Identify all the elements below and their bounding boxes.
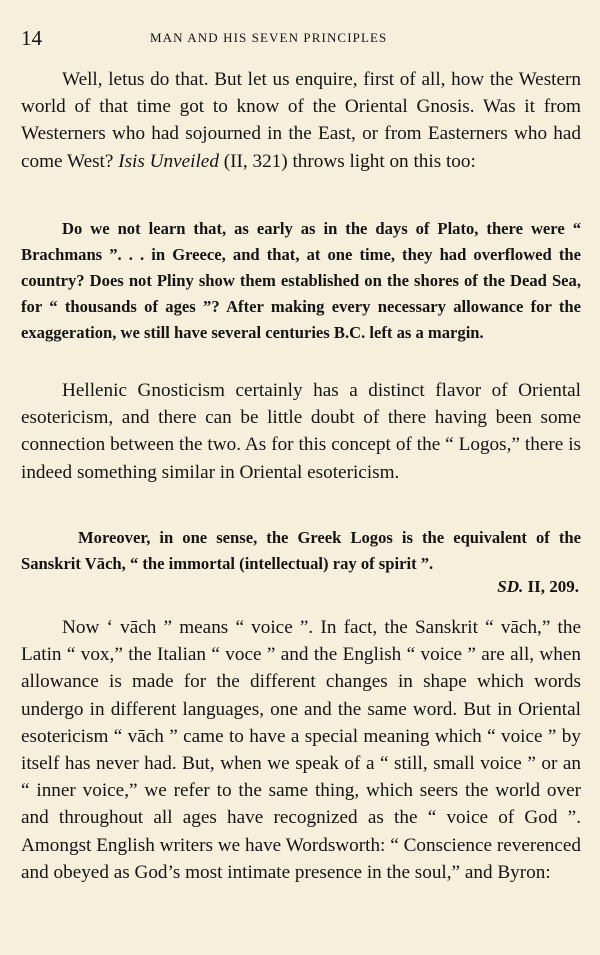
page-number: 14	[21, 26, 42, 50]
paragraph-2: Hellenic Gnosticism certainly has a distinct flavor of Oriental esotericism, and there can be little doubt of there having been some connection between the two. As for this concept of the “ Logos,” there is indeed something similar in Oriental esotericism.	[21, 380, 581, 483]
quote-2-citation	[497, 577, 579, 597]
paragraph-1-text-a: Well, letus do that. But let us enquire, first of all, how the Western world of that time got to know of the Oriental Gnosis. Was it from Westerners who had sojourned in the East, or from Easterners who had come West?	[21, 69, 581, 172]
block-quote-1: Do we not learn that, as early as in the days of Plato, there were “ Brachmans ”. . . in Greece, and that, at one time, they had overflowed the country? Does not Pliny show them established on the shores of the Dead Sea, for “ thousands of ages ”? After making every necessary allowance for the exaggeration, we still have several centuries B.C. left as a margin.	[21, 219, 581, 342]
citation-reference: II, 209.	[523, 577, 579, 596]
running-title: MAN AND HIS SEVEN PRINCIPLES	[150, 30, 388, 45]
paragraph-1	[21, 66, 581, 175]
block-quote-2: Moreover, in one sense, the Greek Logos is the equivalent of the Sanskrit Vāch, “ the immortal (intellectual) ray of spirit ”.	[21, 528, 581, 573]
book-title-isis-unveiled: Isis Unveiled	[118, 150, 219, 172]
paragraph-3: Now ‘ vāch ” means “ voice ”. In fact, the Sanskrit “ vāch,” the Latin “ vox,” the Italian “ voce ” and the English “ voice ” are all, when allowance is made for the different changes in shape which words undergo in different languages, one and the same word. But in Oriental esotericism “ vāch ” came to have a special meaning which “ voice ” by itself has never had. But, when we speak of a “ still, small voice ” or an “ inner voice,” we refer to the same thing, which seers the world over and throughout all ages have recognized as the “ voice of God ”. Amongst English writers we have Wordsworth: “ Conscience reverenced and obeyed as God’s most intimate presence in the soul,” and Byron:	[21, 617, 581, 883]
citation-source: SD.	[497, 577, 524, 596]
paragraph-1-text-b: (II, 321) throws light on this too:	[218, 150, 476, 172]
